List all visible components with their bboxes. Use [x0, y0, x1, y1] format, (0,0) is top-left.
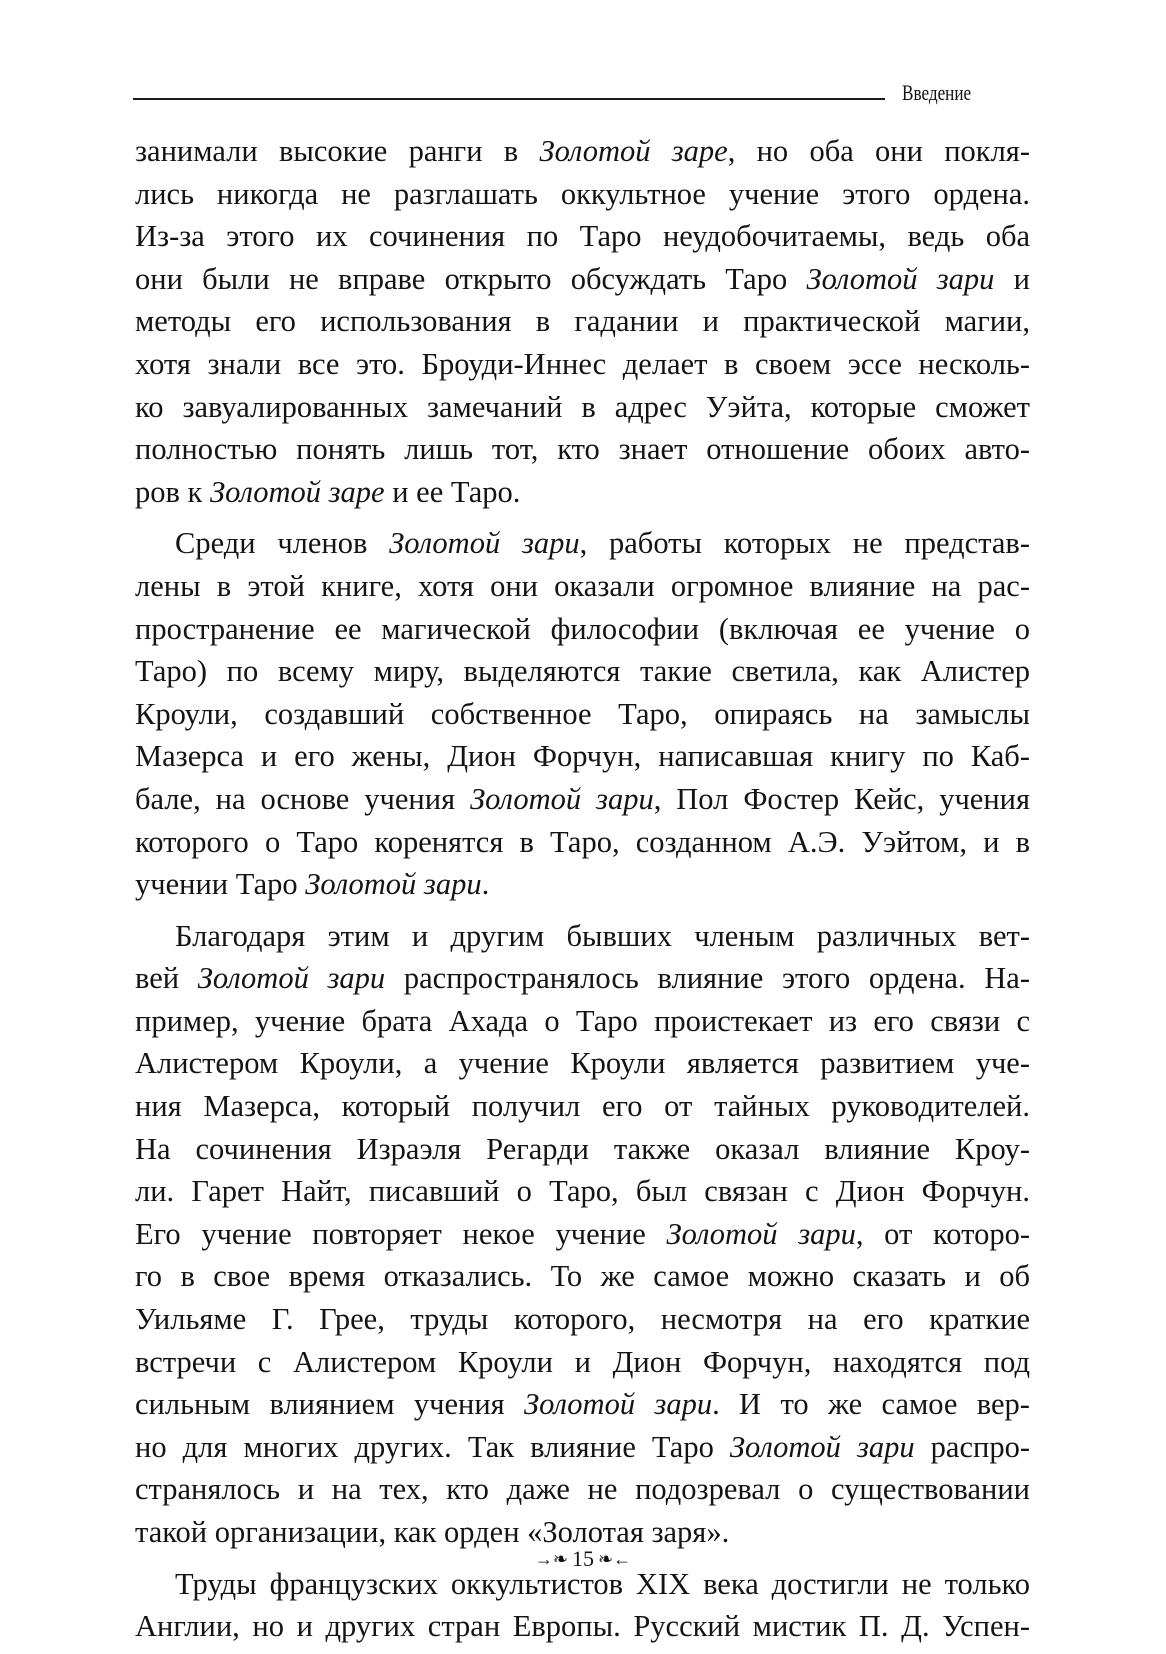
text-line	[135, 608, 1030, 651]
fleuron-right-icon: ❧←	[598, 1549, 632, 1569]
text-segment: распро-	[914, 1429, 1030, 1464]
paragraph	[135, 522, 1030, 905]
text-segment: , Пол Фостер Кейс, учения	[653, 781, 1030, 816]
text-segment: Благодаря этим и другим бывших членым различных вет-	[175, 918, 1030, 953]
text-segment: хотя знали все это. Броуди-Иннес делает в своем эссе несколь-	[135, 346, 1030, 381]
text-segment: ко завуалированных замечаний в адрес Уэйта, которые сможет	[135, 389, 1030, 424]
paragraph	[135, 915, 1030, 1554]
text-line	[135, 258, 1030, 301]
text-line	[135, 1255, 1030, 1298]
italic-text: Золотой зари	[389, 526, 580, 561]
text-line	[135, 1213, 1030, 1256]
text-line	[135, 428, 1030, 471]
italic-text: Золотой зари	[524, 1387, 713, 1422]
text-segment: и ее Таро.	[384, 474, 521, 509]
text-line	[135, 1341, 1030, 1384]
text-line	[135, 1085, 1030, 1128]
text-line	[135, 565, 1030, 608]
body-text	[135, 130, 1030, 1648]
text-segment: Среди членов	[175, 526, 390, 561]
text-segment: полностью понять лишь тот, кто знает отношение обоих авто-	[135, 432, 1030, 467]
italic-text: Золотой зари	[729, 1429, 915, 1464]
text-line	[135, 1605, 1030, 1648]
text-line	[135, 215, 1030, 258]
text-line	[135, 1170, 1030, 1213]
text-line	[135, 863, 1030, 906]
text-line	[135, 735, 1030, 778]
italic-text: Золотой заре	[209, 474, 385, 509]
text-segment: встречи с Алистером Кроули и Дион Форчун, находятся под	[135, 1344, 1030, 1379]
text-segment: ров к	[135, 474, 210, 509]
text-line	[135, 1042, 1030, 1085]
text-segment: ли. Гарет Найт, писавший о Таро, был связан с Дион Форчун.	[135, 1174, 1030, 1209]
text-line	[135, 693, 1030, 736]
text-line	[135, 915, 1030, 958]
text-segment: Уильяме Г. Грее, труды которого, несмотря на его краткие	[135, 1302, 1030, 1337]
italic-text: Золотой зари	[197, 961, 386, 996]
text-segment: го в свое время отказались. То же самое можно сказать и об	[135, 1259, 1030, 1294]
text-segment: .	[481, 867, 490, 902]
text-segment: лены в этой книге, хотя они оказали огромное влияние на рас-	[135, 568, 1030, 603]
text-segment: но для многих других. Так влияние Таро	[135, 1429, 730, 1464]
paragraph	[135, 130, 1030, 513]
text-segment: Англии, но и других стран Европы. Русский мистик П. Д. Успен-	[135, 1609, 1030, 1644]
text-segment: такой организации, как орден «Золотая заря».	[135, 1515, 730, 1549]
text-segment: Алистером Кроули, а учение Кроули является развитием уче-	[135, 1046, 1030, 1081]
text-line	[135, 1000, 1030, 1043]
text-segment: распространялось влияние этого ордена. На-	[385, 961, 1030, 996]
text-segment: они были не вправе открыто обсуждать Таро	[135, 261, 807, 296]
text-line	[135, 130, 1030, 173]
text-segment: методы его использования в гадании и практической магии,	[135, 304, 1030, 339]
text-segment: сильным влиянием учения	[135, 1387, 525, 1422]
text-segment: , от которо-	[855, 1216, 1030, 1251]
text-line	[135, 522, 1030, 565]
text-line	[135, 957, 1030, 1000]
italic-text: Золотой заре	[539, 134, 728, 168]
text-line	[135, 300, 1030, 343]
text-segment: , но оба они покля-	[727, 134, 1030, 168]
header-rule	[133, 98, 885, 100]
text-segment: Его учение повторяет некое учение	[135, 1216, 667, 1251]
text-line	[135, 386, 1030, 429]
text-line	[135, 821, 1030, 864]
text-segment: Труды французских оккультистов XIX века достигли не только	[175, 1566, 1030, 1601]
text-segment: Кроули, создавший собственное Таро, опираясь на замыслы	[135, 696, 1030, 731]
fleuron-left-icon: →❧	[534, 1549, 568, 1569]
text-line	[135, 650, 1030, 693]
text-segment: пространение ее магической философии (включая ее учение о	[135, 611, 1030, 646]
text-segment: бале, на основе учения	[135, 781, 471, 816]
paragraph	[135, 1563, 1030, 1648]
running-head: Введение	[902, 80, 972, 105]
text-segment: пример, учение брата Ахада о Таро проистекает из его связи с	[135, 1003, 1030, 1038]
text-line	[135, 173, 1030, 216]
text-line	[135, 1468, 1030, 1511]
text-line	[135, 343, 1030, 386]
text-segment: На сочинения Израэля Регарди также оказал влияние Кроу-	[135, 1131, 1030, 1166]
text-segment: Таро) по всему миру, выделяются такие светила, как Алистер	[135, 654, 1030, 689]
text-segment: учении Таро	[135, 867, 306, 902]
text-segment: и	[994, 261, 1030, 296]
text-segment: занимали высокие ранги в	[135, 134, 540, 168]
text-segment: . И то же самое вер-	[712, 1387, 1030, 1422]
text-line	[135, 1128, 1030, 1171]
paragraph-gap	[135, 906, 1030, 915]
page-number: 15	[572, 1546, 594, 1571]
text-segment: странялось и на тех, кто даже не подозревал о существовании	[135, 1472, 1030, 1507]
text-segment: , работы которых не представ-	[579, 526, 1030, 561]
text-segment: ния Мазерса, который получил его от тайных руководителей.	[135, 1089, 1030, 1124]
text-segment: лись никогда не разглашать оккультное учение этого ордена.	[135, 176, 1030, 211]
paragraph-gap	[135, 513, 1030, 522]
page-footer	[0, 1546, 1166, 1572]
italic-text: Золотой зари	[806, 261, 995, 296]
text-line	[135, 778, 1030, 821]
text-line	[135, 1298, 1030, 1341]
text-segment: вей	[135, 961, 198, 996]
text-line	[135, 1383, 1030, 1426]
italic-text: Золотой зари	[666, 1216, 856, 1251]
text-segment: которого о Таро коренятся в Таро, созданном А.Э. Уэйтом, и в	[135, 824, 1030, 859]
text-segment: Мазерса и его жены, Дион Форчун, написавшая книгу по Каб-	[135, 739, 1030, 774]
italic-text: Золотой зари	[305, 867, 482, 902]
text-line	[135, 471, 1030, 514]
text-line	[135, 1426, 1030, 1469]
italic-text: Золотой зари	[470, 781, 654, 816]
text-segment: Из-за этого их сочинения по Таро неудобочитаемы, ведь оба	[135, 219, 1030, 254]
